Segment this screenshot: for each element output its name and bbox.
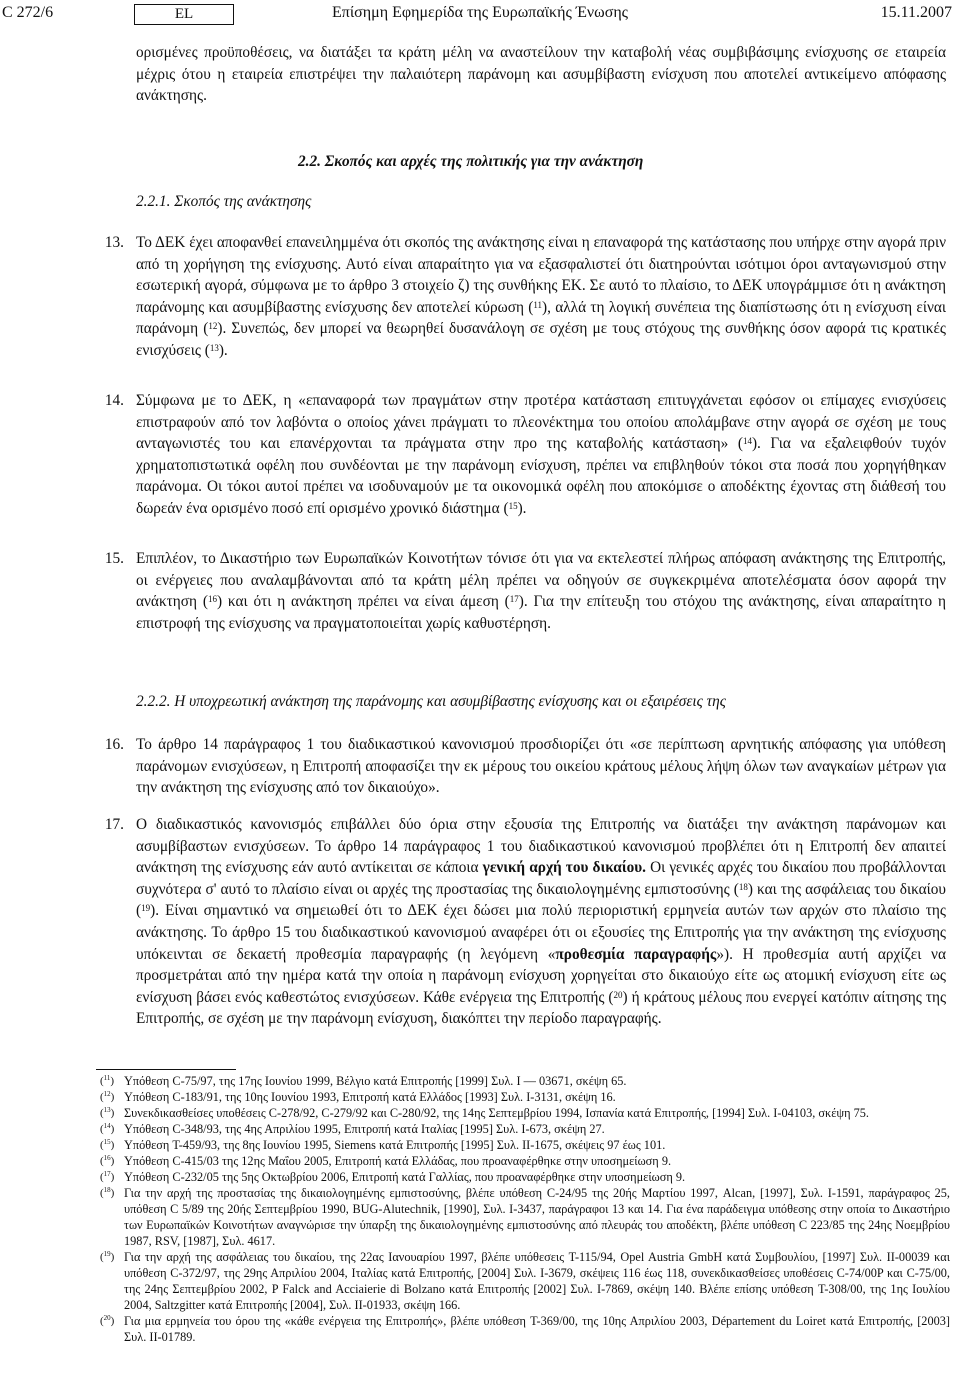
footnote-text: Για την αρχή της προστασίας της δικαιολογημένης εμπιστοσύνης, βλέπε υπόθεση C-24/95 της 20ής Μαρτίου 1997, Alcan, [1997], Συλ. I-1591, παράγραφος 25, υπόθεση C 5/89 της 20ής Σεπτεμβρίου 1990, BUG-Alutechnik, [1990], Συλ. I-3437, παράγραφοι 13 και 14. Για ένα παράδειγμα υπόθεσης στην οποία το Δικαστήριο των Ευρωπαϊκών Κοινοτήτων αναγνώρισε την ύπαρξη της δικαιολογημένης εμπιστοσύνης από πλευράς του αποδέκτη, βλέπε υπόθεση C 223/85 της 24ης Νοεμβρίου 1987, RSV, [1987], Συλ. 4617. xyxy=(124,1186,950,1248)
footnote-ref[interactable]: 20 xyxy=(613,989,623,1000)
footnote-mark: ($^{19}$) xyxy=(100,1250,115,1263)
footnote-ref[interactable]: 17 xyxy=(509,594,519,605)
journal-title: Επίσημη Εφημερίδα της Ευρωπαϊκής Ένωσης xyxy=(331,4,629,21)
footnote-item xyxy=(84,1249,950,1313)
footnote-mark: ($^{17}$) xyxy=(100,1170,115,1183)
language-badge: EL xyxy=(134,4,234,25)
p13-text-b: ), αλλά τη λογική συνέπεια της διαπίστωσης ότι η ενίσχυση είναι παράνομη ( xyxy=(136,298,946,338)
paragraph-16 xyxy=(136,734,946,799)
paragraph-number-15: 15. xyxy=(104,550,124,567)
page-header xyxy=(0,0,960,30)
footnote-ref[interactable]: 12 xyxy=(208,321,218,332)
p13-text-c: ). Συνεπώς, δεν μπορεί να θεωρηθεί δυσανάλογη σε σχέση με τους στόχους της συνθήκης όσον αφορά τις κρατικές ενισχύσεις ( xyxy=(136,320,946,359)
p16-text: Το άρθρο 14 παράγραφος 1 του διαδικαστικού κανονισμού προσδιορίζει ότι «σε περίπτωση αρνητικής απόφασης για υπόθεση παράνομων ενισχύσεων, η Επιτροπή αποφασίζει την εκ μέρους του οικείου κράτους μέλους λήψη όλων των αναγκαίων μέτρων για την ανάκτηση της ενίσχυσης από τον δικαιούχο». xyxy=(136,736,946,797)
paragraph-number-16: 16. xyxy=(104,736,124,753)
heading-2-2-1: 2.2.1. Σκοπός της ανάκτησης xyxy=(136,193,312,210)
footnote-mark: ($^{15}$) xyxy=(100,1138,115,1151)
footnote-text: Υπόθεση C-232/05 της 5ης Οκτωβρίου 2006, Επιτροπή κατά Γαλλίας, που προαναφέρθηκε στην υποσημείωση 9. xyxy=(124,1170,686,1184)
p14-text-b: ). Για να εξαλειφθούν τυχόν χρηματοπιστωτικά οφέλη που συνδέονται με την παράνομη ενίσχυση, πρέπει να επιβληθούν τόκοι στα ποσά που χορηγήθηκαν παράνομα. Οι τόκοι αυτοί πρέπει να ισοδυναμούν με τα οικονομικά οφέλη που αποκόμισε ο αποδέκτης έχοντας στη διάθεσή του δωρεάν ένα ορισμένο ποσό επί ορισμένο χρονικό διάστημα ( xyxy=(136,435,947,517)
p13-text-d: ). xyxy=(218,341,228,359)
heading-2-2: 2.2. Σκοπός και αρχές της πολιτικής για την ανάκτηση xyxy=(298,153,644,170)
footnote-text: Υπόθεση C-415/03 της 12ης Μαΐου 2005, Επιτροπή κατά Ελλάδας, που προαναφέρθηκε στην υποσημείωση 9. xyxy=(124,1154,672,1168)
footnote-item xyxy=(84,1105,950,1121)
intro-text: ορισμένες προϋποθέσεις, να διατάξει τα κράτη μέλη να αναστείλουν την καταβολή νέας συμβιβάσιμης ενίσχυσης σε εταιρεία μέχρις ότου η εταιρεία επιστρέψει την παλαιότερη παράνομη και ασυμβίβαστη ενίσχυση που αποτελεί αντικείμενο απόφασης ανάκτησης. xyxy=(136,44,946,105)
footnote-text: Για την αρχή της ασφάλειας του δικαίου, της 22ας Ιανουαρίου 1997, βλέπε υπόθεσεις T-115/94, Opel Austria GmbH κατά Συμβουλίου, [1997] Συλ. II-00039 και υπόθεση C-372/97, της 29ης Απριλίου 2004, Ιταλίας κατά Επιτροπής, [2004] Συλ. I-3679, σκέψεις 116 έως 118, συνεκδικασθείσες υποθέσεις C-74/00P και C-75/00, της 24ης Σεπτεμβρίου 2002, P Falck and Acciaierie di Bolzano κατά Επιτροπής [2002] Συλ. I-7869, σκέψη 140. Βλέπε επίσης υπόθεση T-308/00, της 1ης Ιουλίου 2004, Saltzgitter κατά Επιτροπής [2004], Συλ. II-01933, σκέψη 166. xyxy=(124,1250,950,1312)
p17-bold-term: γενική αρχή του δικαίου. xyxy=(482,859,646,877)
p17-text-c: ) και της ασφάλειας του δικαίου ( xyxy=(136,880,946,920)
footnote-ref[interactable]: 11 xyxy=(533,299,543,310)
footnote-item xyxy=(84,1073,950,1089)
footnote-text: Υπόθεση C-348/93, της 4ης Απριλίου 1995, Επιτροπή κατά Ιταλίας [1995] Συλ. I-673, σκέψη 27. xyxy=(124,1122,605,1136)
footnote-text: Συνεκδικασθείσες υποθέσεις C-278/92, C-279/92 και C-280/92, της 14ης Σεπτεμβρίου 1994, Ισπανία κατά Επιτροπής, [1994] Συλ. I-04103, σκέψη 75. xyxy=(124,1106,869,1120)
footnote-text: Για μια ερμηνεία του όρου της «κάθε ενέργεια της Επιτροπής», βλέπε υπόθεση T-369/00, της 10ης Απριλίου 2003, Département du Loiret κατά Επιτροπής, [2003] Συλ. II-01789. xyxy=(124,1314,950,1344)
footnote-mark: ($^{12}$) xyxy=(100,1090,115,1103)
footnote-item xyxy=(84,1089,950,1105)
p17-text-f: ) ή κράτους μέλους που ενεργεί κατόπιν αίτησης της Επιτροπής, σε σχέση με την παράνομη ενίσχυση, διακόπτει την περίοδο παραγραφής. xyxy=(136,988,947,1028)
footnote-item xyxy=(84,1313,950,1345)
p14-text-c: ). xyxy=(517,499,527,517)
p17-bold-term: προθεσμία παραγραφής xyxy=(555,945,717,963)
footnote-mark: ($^{14}$) xyxy=(100,1122,115,1135)
footnote-ref[interactable]: 13 xyxy=(209,342,219,353)
footnote-ref[interactable]: 16 xyxy=(207,594,217,605)
footnote-mark: ($^{16}$) xyxy=(100,1154,115,1167)
footnote-mark: ($^{13}$) xyxy=(100,1106,115,1119)
p13-text-a: Το ΔΕΚ έχει αποφανθεί επανειλημμένα ότι σκοπός της ανάκτησης είναι η επαναφορά της κατάστασης που υπήρχε στην αγορά πριν από τη χορήγηση της ενίσχυσης. Αυτό είναι απαραίτητο για να εξασφαλιστεί ότι διατηρούνται ισότιμοι όροι ανταγωνισμού στην εσωτερική αγορά, σύμφωνα με το άρθρο 3 στοιχείο ζ) της συνθήκης ΕΚ. Σε αυτό το πλαίσιο, το ΔΕΚ υπογράμμισε ότι η ανάκτηση παράνομης και ασυμβίβαστης ενίσχυσης δεν αποτελεί κύρωση ( xyxy=(136,234,946,316)
page-reference: C 272/6 xyxy=(2,4,54,21)
p14-text-a: Σύμφωνα με το ΔΕΚ, η «επαναφορά των πραγμάτων στην προτέρα κατάσταση επιτυγχάνεται εφόσον οι επίμαχες ενισχύσεις επιστραφούν από τον λαβόντα ο οποίος χάνει πράγματι το πλεονέκτημα του οποίου απολάμβανε στην αγορά σε σχέση με τους ανταγωνιστές του και επανέρχονται τα πράγματα στην προ της καταβολής κατάσταση» ( xyxy=(136,392,946,453)
paragraph-number-17: 17. xyxy=(104,816,124,833)
footnote-item xyxy=(84,1169,950,1185)
footnote-ref[interactable]: 14 xyxy=(742,436,752,447)
paragraph-14 xyxy=(136,390,946,520)
footnote-text: Υπόθεση C-183/91, της 10ης Ιουνίου 1993, Επιτροπή κατά Ελλάδος [1993] Συλ. I-3131, σκέψη 16. xyxy=(124,1090,616,1104)
p17-text-d: ). Είναι σημαντικό να σημειωθεί ότι το ΔΕΚ έχει δώσει μια πολύ περιοριστική ερμηνεία αυτών των αρχών στο πλαίσιο της ανάκτησης. Το άρθρο 15 του διαδικαστικού κανονισμού αναφέρει ότι οι εξουσίες της Επιτροπής για την ανάκτηση της ενίσχυσης υπόκεινται σε δεκαετή προθεσμία παραγραφής (η λεγόμενη « xyxy=(136,902,946,963)
paragraph-13 xyxy=(136,232,946,362)
footnote-item xyxy=(84,1153,950,1169)
paragraph-15 xyxy=(136,548,946,634)
footnote-mark: ($^{11}$) xyxy=(100,1074,115,1087)
p15-text-a: Επιπλέον, το Δικαστήριο των Ευρωπαϊκών Κοινοτήτων τόνισε ότι για να εκτελεστεί πλήρως απόφαση ανάκτησης της Επιτροπής, οι ενέργειες που αναλαμβάνονται από τα κράτη μέλη πρέπει να οδηγούν σε συγκεκριμένα αποτελέσματα όσον αφορά την ανάκτηση ( xyxy=(136,550,946,611)
p17-text-a: Ο διαδικαστικός κανονισμός επιβάλλει δύο όρια στην εξουσία της Επιτροπής να διατάξει την ανάκτηση παράνομων και ασυμβίβαστων ενισχύσεων. Το άρθρο 14 παράγραφος 1 του διαδικαστικού κανονισμού προβλέπει ότι η Επιτροπή δεν απαιτεί ανάκτηση της ενίσχυσης εάν αυτό αντίκειται σε κάποια xyxy=(136,816,946,877)
footnote-mark: ($^{20}$) xyxy=(100,1314,115,1327)
footnote-ref[interactable]: 19 xyxy=(141,903,151,914)
footnote-item xyxy=(84,1137,950,1153)
footnote-item xyxy=(84,1121,950,1137)
footnote-text: Υπόθεση C-75/97, της 17ης Ιουνίου 1999, Βέλγιο κατά Επιτροπής [1999] Συλ. I — 03671, σκέψη 65. xyxy=(124,1074,627,1088)
p17-text-e: »). Η προθεσμία αυτή αρχίζει να προσμετράται από την ημέρα κατά την οποία η παράνομη ενίσχυση χορηγείται στο δικαιούχο είτε ως ατομική ενίσχυση είτε ως ενίσχυση βάσει ενός καθεστώτος ενισχύσεων. Κάθε ενέργεια της Επιτροπής ( xyxy=(136,945,946,1006)
footnote-ref[interactable]: 15 xyxy=(508,500,518,511)
footnote-divider xyxy=(96,1069,236,1070)
footnote-mark: ($^{18}$) xyxy=(100,1186,115,1199)
paragraph-number-13: 13. xyxy=(104,234,124,251)
intro-paragraph xyxy=(136,42,946,107)
paragraph-17 xyxy=(136,814,946,1030)
p15-text-c: ). Για την επίτευξη του στόχου της ανάκτησης, είναι απαραίτητο η επιστροφή της ενίσχυσης να πραγματοποιείται χωρίς καθυστέρηση. xyxy=(136,593,946,632)
paragraph-number-14: 14. xyxy=(104,392,124,409)
footnotes xyxy=(84,1073,950,1345)
heading-2-2-2: 2.2.2. Η υποχρεωτική ανάκτηση της παράνομης και ασυμβίβαστης ενίσχυσης και οι εξαιρέσεις της xyxy=(136,693,726,710)
footnote-item xyxy=(84,1185,950,1249)
footnote-ref[interactable]: 18 xyxy=(738,881,748,892)
p15-text-b: ) και ότι η ανάκτηση πρέπει να είναι άμεση ( xyxy=(216,593,510,611)
publication-date: 15.11.2007 xyxy=(880,4,952,21)
footnote-text: Υπόθεση T-459/93, της 8ης Ιουνίου 1995, Siemens κατά Επιτροπής [1995] Συλ. II-1675, σκέψεις 97 έως 101. xyxy=(124,1138,666,1152)
p17-text-b: Οι γενικές αρχές του δικαίου που προβάλλονται συχνότερα σ' αυτό το πλαίσιο είναι οι αρχές της προστασίας της δικαιολογημένης εμπιστοσύνης ( xyxy=(136,859,946,898)
